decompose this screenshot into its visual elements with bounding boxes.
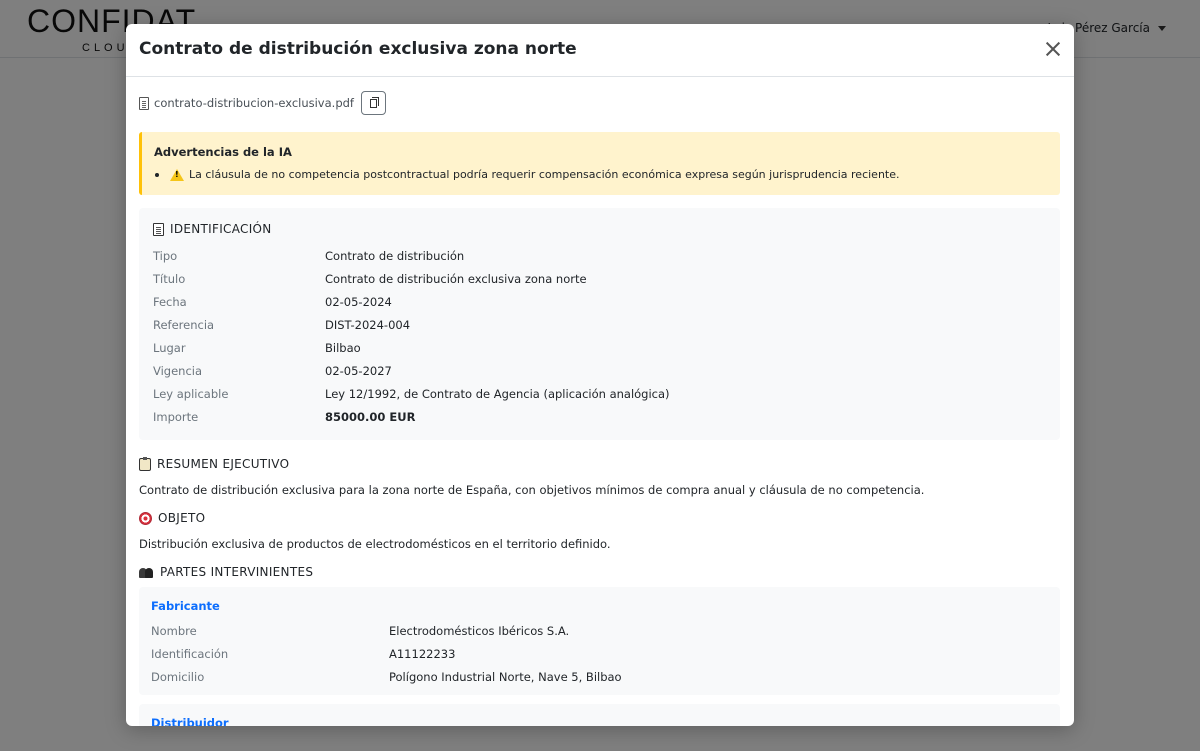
- party-title: Distribuidor: [151, 716, 229, 726]
- field-label: Lugar: [153, 341, 186, 355]
- copy-icon: [370, 99, 377, 108]
- party-row-domicilio: [151, 670, 1031, 693]
- people-icon: [139, 566, 154, 578]
- bullet-icon: [155, 173, 159, 177]
- close-button[interactable]: [1042, 38, 1064, 60]
- clipboard-icon: [139, 458, 151, 471]
- objeto-text: Distribución exclusiva de productos de electrodomésticos en el territorio definido.: [139, 537, 611, 551]
- warnings-title: Advertencias de la IA: [154, 145, 292, 159]
- target-icon: [139, 512, 152, 525]
- field-value: 85000.00 EUR: [325, 410, 416, 424]
- party-rows: [151, 624, 1031, 693]
- resumen-heading: [139, 457, 924, 471]
- field-value: DIST-2024-004: [325, 318, 411, 332]
- field-label: Nombre: [151, 624, 197, 638]
- field-row-referencia: [153, 318, 1033, 341]
- identificacion-heading: [153, 222, 272, 236]
- field-value: 02-05-2024: [325, 295, 392, 309]
- field-label: Referencia: [153, 318, 215, 332]
- field-label: Título: [153, 272, 186, 286]
- field-value: Bilbao: [325, 341, 361, 355]
- field-row-titulo: [153, 272, 1033, 295]
- modal-header: [126, 24, 1074, 77]
- field-row-importe: [153, 410, 1033, 433]
- document-modal: [126, 24, 1074, 726]
- partes-heading: [139, 565, 313, 579]
- field-row-vigencia: [153, 364, 1033, 387]
- party-card-distribuidor: [139, 704, 1060, 726]
- modal-body[interactable]: [126, 77, 1074, 726]
- field-label: Tipo: [153, 249, 178, 263]
- partes-heading-text: PARTES INTERVINIENTES: [160, 565, 314, 579]
- field-value: Polígono Industrial Norte, Nave 5, Bilbao: [389, 670, 622, 684]
- objeto-heading: [139, 511, 611, 525]
- field-value: A11122233: [389, 647, 456, 661]
- party-row-nombre: [151, 624, 1031, 647]
- field-value: 02-05-2027: [325, 364, 392, 378]
- copy-button[interactable]: [361, 91, 386, 115]
- identificacion-heading-text: IDENTIFICACIÓN: [170, 222, 272, 236]
- field-value: Contrato de distribución exclusiva zona norte: [325, 272, 587, 286]
- file-row: [139, 91, 386, 115]
- field-value: Ley 12/1992, de Contrato de Agencia (aplicación analógica): [325, 387, 670, 401]
- party-row-identificacion: [151, 647, 1031, 670]
- field-label: Identificación: [151, 647, 229, 661]
- field-row-ley: [153, 387, 1033, 410]
- resumen-heading-text: RESUMEN EJECUTIVO: [157, 457, 290, 471]
- objeto-heading-text: OBJETO: [158, 511, 206, 525]
- field-value: Electrodomésticos Ibéricos S.A.: [389, 624, 570, 638]
- identificacion-section: [139, 208, 1060, 440]
- warning-item: [154, 168, 900, 181]
- field-label: Domicilio: [151, 670, 205, 684]
- field-label: Vigencia: [153, 364, 203, 378]
- modal-title: Contrato de distribución exclusiva zona norte: [139, 39, 577, 59]
- field-row-tipo: [153, 249, 1033, 272]
- party-card-fabricante: [139, 587, 1060, 695]
- field-label: Fecha: [153, 295, 187, 309]
- field-value: Contrato de distribución: [325, 249, 465, 263]
- file-icon: [139, 97, 149, 110]
- field-row-lugar: [153, 341, 1033, 364]
- identificacion-rows: [153, 249, 1033, 433]
- resumen-text: Contrato de distribución exclusiva para la zona norte de España, con objetivos mínimos de compra anual y cláusula de no competencia.: [139, 483, 925, 497]
- resumen-section: [139, 457, 924, 497]
- field-label: Ley aplicable: [153, 387, 229, 401]
- ai-warnings-alert: [139, 132, 1060, 195]
- party-title: Fabricante: [151, 599, 220, 613]
- warning-icon: [170, 169, 184, 181]
- field-row-fecha: [153, 295, 1033, 318]
- partes-section: [139, 565, 313, 579]
- warning-text: La cláusula de no competencia postcontractual podría requerir compensación económica expresa según jurisprudencia reciente.: [189, 168, 900, 181]
- objeto-section: [139, 511, 611, 551]
- file-name: contrato-distribucion-exclusiva.pdf: [154, 96, 354, 110]
- field-label: Importe: [153, 410, 199, 424]
- document-icon: [153, 223, 164, 236]
